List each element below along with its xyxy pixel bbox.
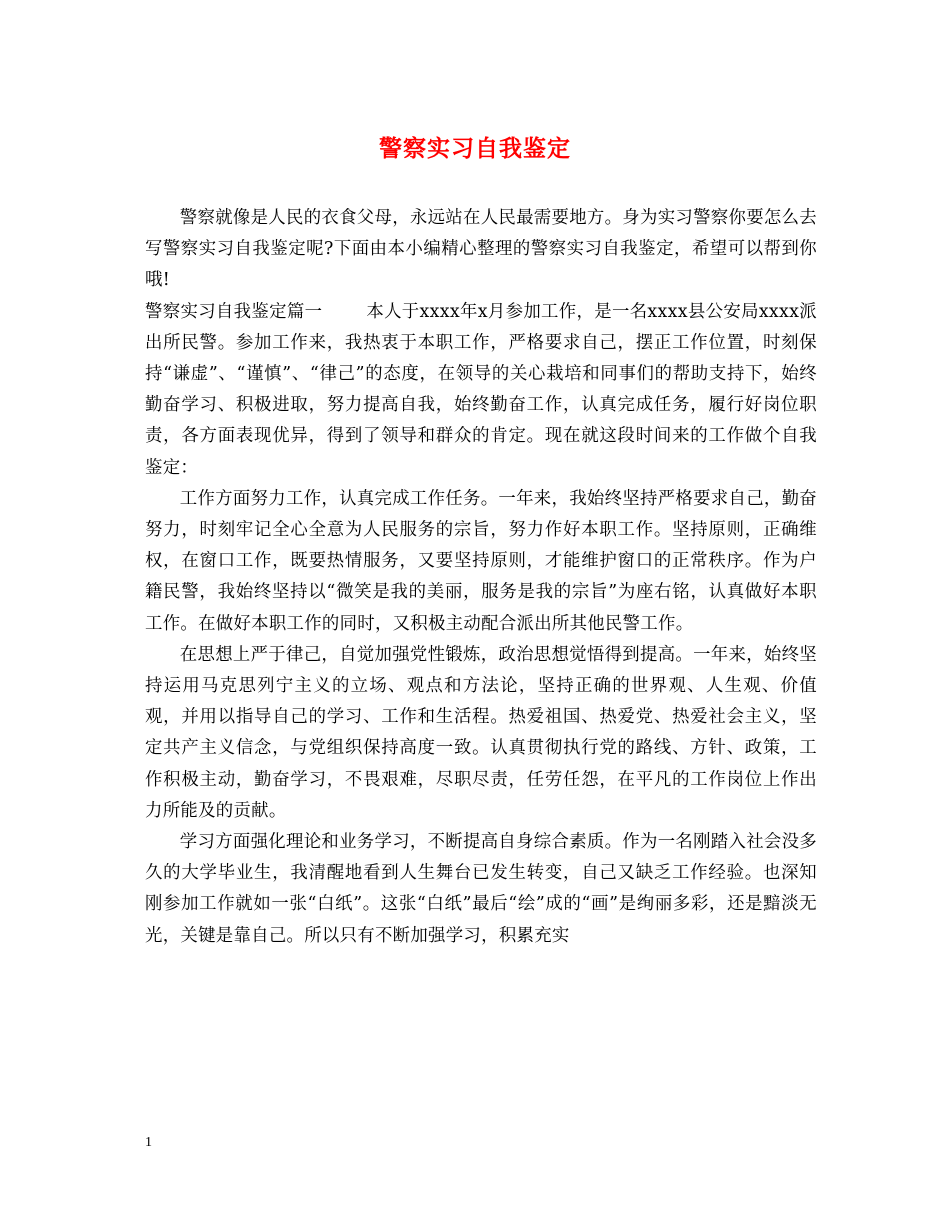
document-body bbox=[145, 203, 817, 952]
body-paragraph-work: 工作方面努力工作，认真完成工作任务。一年来，我始终坚持严格要求自己，勤奋努力，时刻牢记全心全意为人民服务的宗旨，努力作好本职工作。坚持原则，正确维权，在窗口工作，既要热情服务，又要坚持原则，才能维护窗口的正常秩序。作为户籍民警，我始终坚持以“微笑是我的美丽，服务是我的宗旨”为座右铭，认真做好本职工作。在做好本职工作的同时，又积极主动配合派出所其他民警工作。 bbox=[145, 488, 817, 634]
body-paragraph-thought: 在思想上严于律己，自觉加强党性锻炼，政治思想觉悟得到提高。一年来，始终坚持运用马克思列宁主义的立场、观点和方法论，坚持正确的世界观、人生观、价值观，并用以指导自己的学习、工作和生活程。热爱祖国、热爱党、热爱社会主义，坚定共产主义信念，与党组织保持高度一致。认真贯彻执行党的路线、方针、政策，工作积极主动，勤奋学习，不畏艰难，尽职尽责，任劳任怨，在平凡的工作岗位上作出力所能及的贡献。 bbox=[145, 644, 817, 821]
body-paragraph-study: 学习方面强化理论和业务学习，不断提高自身综合素质。作为一名刚踏入社会没多久的大学毕业生，我清醒地看到人生舞台已发生转变，自己又缺乏工作经验。也深知刚参加工作就如一张“白纸”。这张“白纸”最后“绘”成的“画”是绚丽多彩，还是黯淡无光，关键是靠自己。所以只有不断加强学习，积累充实 bbox=[145, 832, 817, 946]
section-heading: 警察实习自我鉴定篇一 bbox=[145, 301, 323, 322]
page-number: 1 bbox=[145, 1135, 152, 1150]
document-title: 警察实习自我鉴定 bbox=[379, 135, 571, 162]
section-first-paragraph bbox=[145, 297, 817, 484]
intro-paragraph: 警察就像是人民的衣食父母，永远站在人民最需要地方。身为实习警察你要怎么去写警察实习自我鉴定呢?下面由本小编精心整理的警察实习自我鉴定，希望可以帮到你哦! bbox=[145, 208, 817, 291]
section-first-paragraph-text: 本人于xxxx年x月参加工作，是一名xxxx县公安局xxxx派出所民警。参加工作来，我热衷于本职工作，严格要求自己，摆正工作位置，时刻保持“谦虚”、“谨慎”、“律己”的态度，在领导的关心栽培和同事们的帮助支持下，始终勤奋学习、积极进取，努力提高自我，始终勤奋工作，认真完成任务，履行好岗位职责，各方面表现优异，得到了领导和群众的肯定。现在就这段时间来的工作做个自我鉴定： bbox=[145, 301, 817, 478]
